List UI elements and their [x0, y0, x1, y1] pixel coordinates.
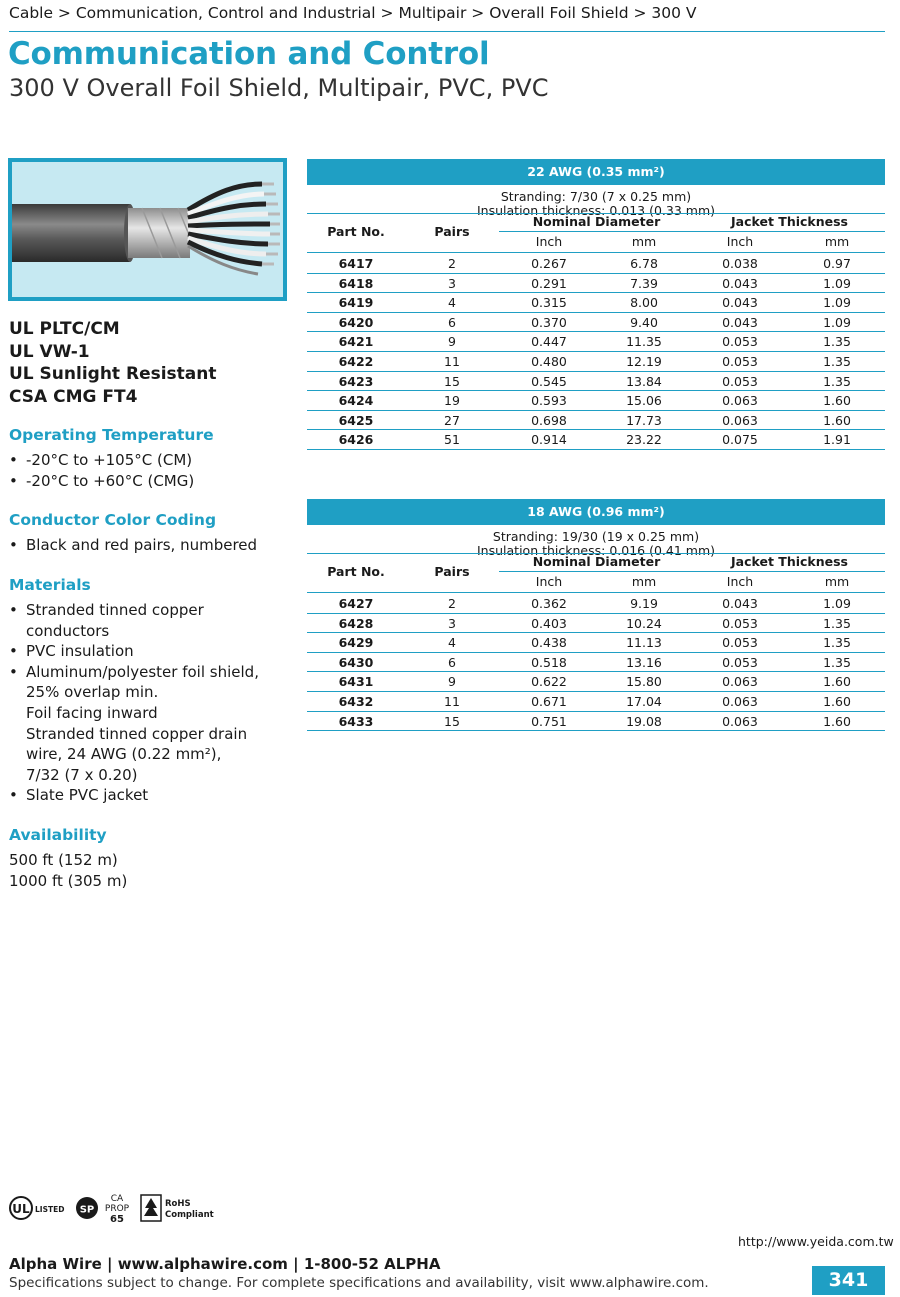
table-cell: 0.043	[722, 596, 758, 611]
cert-ul-pltc: UL PLTC/CM	[9, 319, 120, 339]
table-cell: 1.60	[823, 713, 851, 729]
header-inch: Inch	[726, 234, 754, 249]
prop65-logo	[105, 1194, 130, 1225]
table-cell: 0.480	[531, 353, 567, 369]
section-heading: Conductor Color Coding	[9, 511, 217, 529]
color-coding-section	[9, 511, 257, 556]
list-item: • PVC insulation	[9, 642, 134, 661]
table-cell: 1.09	[823, 275, 851, 291]
page-title: Communication and Control	[8, 36, 490, 72]
header-inch: Inch	[535, 234, 563, 249]
section-heading: Operating Temperature	[9, 426, 214, 444]
table-cell: 1.35	[823, 615, 851, 631]
part-number-cell: 6417	[338, 256, 374, 271]
ul-listed-logo	[10, 1197, 64, 1219]
table-cell: 0.438	[531, 635, 567, 651]
table-row	[307, 594, 885, 614]
list-item: • Stranded tinned copper	[9, 601, 204, 619]
part-number-cell: 6431	[338, 674, 374, 690]
table-row	[307, 391, 885, 411]
part-number-cell: 6428	[338, 615, 374, 631]
table-cell: 0.698	[531, 412, 567, 428]
part-number-cell: 6427	[338, 596, 374, 611]
table-cell: 0.053	[722, 334, 758, 350]
part-number-cell: 6419	[338, 295, 374, 311]
table-cell: 0.362	[531, 596, 567, 611]
svg-text:SP: SP	[79, 1204, 95, 1216]
bullet-list	[9, 600, 259, 806]
header-jacket-thickness: Jacket Thickness	[731, 554, 848, 569]
table-row	[307, 692, 885, 712]
header-mm: mm	[631, 234, 657, 249]
table-row	[307, 352, 885, 372]
table-cell: 0.063	[722, 674, 758, 690]
table-info	[307, 525, 885, 558]
table-rule	[499, 231, 885, 232]
table-cell: 19.08	[626, 713, 662, 729]
table-header	[307, 214, 885, 254]
table-cell: 1.35	[823, 635, 851, 651]
stranding-text: Stranding: 19/30 (19 x 0.25 mm)	[492, 529, 700, 544]
table-cell: 11.35	[626, 334, 662, 350]
table-cell: 6	[448, 654, 456, 670]
table-row	[307, 293, 885, 313]
part-number-cell: 6418	[338, 275, 374, 291]
list-item: • -20°C to +60°C (CMG)	[9, 471, 195, 490]
bullet-list	[9, 450, 214, 491]
table-cell: 0.063	[722, 693, 758, 709]
part-number-cell: 6433	[338, 713, 374, 729]
table-cell: 3	[448, 615, 456, 631]
cert-ul-vw1: UL VW-1	[9, 341, 90, 362]
header-mm: mm	[824, 574, 850, 589]
svg-text:CA: CA	[110, 1194, 124, 1204]
table-cell: 15.80	[626, 674, 662, 690]
stranding-text: Stranding: 7/30 (7 x 0.25 mm)	[500, 189, 692, 204]
breadcrumb[interactable]: Cable > Communication, Control and Industrial > Multipair > Overall Foil Shield > 300 V	[9, 4, 697, 22]
table-cell: 1.60	[823, 393, 851, 409]
table-cell: 0.291	[531, 275, 567, 291]
table-cell: 1.60	[823, 674, 851, 690]
table-cell: 0.370	[531, 314, 567, 330]
table-row	[307, 614, 885, 634]
spec-table-22awg	[307, 159, 885, 450]
table-cell: 27	[444, 412, 460, 428]
table-cell: 1.60	[823, 412, 851, 428]
table-cell: 0.053	[722, 353, 758, 369]
table-cell: 0.063	[722, 393, 758, 409]
table-cell: 0.053	[722, 373, 758, 389]
header-nominal-diameter: Nominal Diameter	[532, 214, 661, 229]
table-cell: 0.403	[531, 615, 567, 631]
cert-csa: CSA CMG FT4	[9, 386, 138, 407]
table-cell: 11.13	[626, 635, 662, 651]
table-cell: 9	[448, 674, 456, 690]
table-rule	[499, 571, 885, 572]
svg-text:RoHS: RoHS	[165, 1199, 191, 1209]
table-cell: 0.053	[722, 654, 758, 670]
table-cell: 4	[448, 295, 456, 311]
svg-text:PROP: PROP	[104, 1204, 130, 1214]
header-mm: mm	[631, 574, 657, 589]
table-cell: 11	[444, 693, 460, 709]
table-row	[307, 653, 885, 673]
table-cell: 3	[448, 275, 456, 291]
table-cell: 12.19	[626, 353, 662, 369]
table-cell: 15	[444, 373, 460, 389]
table-cell: 0.075	[722, 432, 758, 448]
table-cell: 0.053	[722, 635, 758, 651]
table-cell: 0.447	[531, 334, 567, 350]
table-cell: 13.16	[626, 654, 662, 670]
table-cell: 0.043	[722, 275, 758, 291]
table-cell: 13.84	[626, 373, 662, 389]
part-number-cell: 6425	[338, 412, 374, 428]
part-number-cell: 6422	[338, 353, 374, 369]
table-cell: 0.593	[531, 393, 567, 409]
page-number: 341	[812, 1266, 885, 1295]
table-cell: 1.35	[823, 373, 851, 389]
list-item: • Slate PVC jacket	[9, 786, 149, 805]
table-row	[307, 372, 885, 392]
table-cell: 1.35	[823, 654, 851, 670]
cert-ul-sunlight: UL Sunlight Resistant	[9, 364, 217, 384]
ul-listed-text: LISTED	[35, 1205, 65, 1214]
header-part-no: Part No.	[327, 224, 385, 239]
table-title-bar: 22 AWG (0.35 mm²)	[307, 159, 885, 185]
table-cell: 1.09	[823, 596, 851, 611]
spec-table-18awg	[307, 499, 885, 731]
csa-logo	[76, 1197, 98, 1219]
header-nominal-diameter: Nominal Diameter	[532, 554, 661, 569]
table-row	[307, 254, 885, 274]
table-cell: 1.35	[823, 334, 851, 350]
part-number-cell: 6432	[338, 693, 374, 709]
table-cell: 9	[448, 334, 456, 350]
table-cell: 0.518	[531, 654, 567, 670]
footer-disclaimer: Specifications subject to change. For complete specifications and availability, visit www.alphawire.com.	[9, 1275, 709, 1291]
list-item: • Aluminum/polyester foil shield,	[9, 662, 259, 681]
header-mm: mm	[824, 234, 850, 249]
table-rule	[307, 592, 885, 593]
table-row	[307, 313, 885, 333]
table-row	[307, 672, 885, 692]
table-cell: 7.39	[630, 275, 658, 291]
table-cell: 6	[448, 314, 456, 330]
certifications	[9, 318, 217, 408]
header-rule	[9, 31, 885, 32]
table-cell: 0.038	[722, 256, 758, 271]
insulation-text: Insulation thickness: 0.013 (0.33 mm)	[477, 203, 715, 218]
availability-item: 1000 ft (305 m)	[9, 871, 128, 890]
section-heading: Availability	[9, 826, 107, 844]
table-cell: 0.914	[531, 432, 567, 448]
footer-contact-line: Alpha Wire | www.alphawire.com | 1-800-52 ALPHA	[9, 1255, 441, 1273]
table-cell: 9.19	[630, 596, 658, 611]
header-pairs: Pairs	[434, 564, 470, 579]
table-cell: 9.40	[630, 314, 658, 330]
materials-section	[9, 576, 259, 806]
table-cell: 1.60	[823, 693, 851, 709]
table-cell: 11	[444, 353, 460, 369]
part-number-cell: 6421	[338, 334, 374, 350]
list-item-continuation: wire, 24 AWG (0.22 mm²),	[26, 745, 222, 764]
table-cell: 8.00	[630, 295, 658, 311]
availability-section	[9, 826, 127, 891]
part-number-cell: 6424	[338, 393, 374, 409]
table-cell: 0.751	[531, 713, 567, 729]
table-cell: 10.24	[626, 615, 662, 631]
table-title-bar: 18 AWG (0.96 mm²)	[307, 499, 885, 525]
table-row	[307, 712, 885, 732]
table-cell: 0.97	[823, 256, 851, 271]
table-info	[307, 185, 885, 218]
availability-item: 500 ft (152 m)	[9, 851, 118, 869]
table-cell: 6.78	[630, 256, 658, 271]
operating-temperature-section	[9, 426, 214, 491]
table-cell: 17.73	[626, 412, 662, 428]
table-cell: 1.09	[823, 314, 851, 330]
certification-logos	[9, 1192, 219, 1232]
part-number-cell: 6423	[338, 373, 374, 389]
svg-text:UL: UL	[12, 1202, 30, 1216]
cable-product-image	[8, 158, 287, 301]
list-item-continuation: Stranded tinned copper drain	[26, 724, 248, 743]
table-cell: 15	[444, 713, 460, 729]
table-cell: 0.622	[531, 674, 567, 690]
bullet-list	[9, 535, 257, 556]
table-cell: 0.315	[531, 295, 567, 311]
table-row	[307, 633, 885, 653]
distributor-website-link[interactable]: http://www.yeida.com.tw	[738, 1234, 894, 1249]
part-number-cell: 6420	[338, 314, 374, 330]
table-cell: 4	[448, 635, 456, 651]
table-cell: 0.053	[722, 615, 758, 631]
table-header	[307, 554, 885, 594]
table-cell: 51	[444, 432, 460, 448]
table-cell: 0.267	[531, 256, 567, 271]
table-cell: 0.545	[531, 373, 567, 389]
part-number-cell: 6429	[338, 635, 374, 651]
table-cell: 0.043	[722, 314, 758, 330]
table-rule	[307, 252, 885, 253]
header-inch: Inch	[535, 574, 563, 589]
part-number-cell: 6426	[338, 432, 374, 448]
table-cell: 2	[448, 596, 456, 611]
table-row	[307, 274, 885, 294]
table-row	[307, 430, 885, 450]
list-item-continuation: conductors	[26, 621, 110, 640]
table-cell: 23.22	[626, 432, 662, 448]
svg-text:Compliant: Compliant	[165, 1210, 214, 1220]
table-cell: 0.063	[722, 412, 758, 428]
page-subtitle: 300 V Overall Foil Shield, Multipair, PVC, PVC	[9, 74, 549, 102]
header-pairs: Pairs	[434, 224, 470, 239]
table-cell: 1.35	[823, 353, 851, 369]
header-part-no: Part No.	[327, 564, 385, 579]
insulation-text: Insulation thickness: 0.016 (0.41 mm)	[477, 543, 715, 558]
table-cell: 19	[444, 393, 460, 409]
table-row	[307, 332, 885, 352]
table-cell: 0.063	[722, 713, 758, 729]
svg-text:65: 65	[110, 1214, 124, 1225]
table-cell: 0.043	[722, 295, 758, 311]
table-cell: 17.04	[626, 693, 662, 709]
table-cell: 1.91	[823, 432, 851, 448]
list-item-continuation: 7/32 (7 x 0.20)	[26, 765, 138, 784]
rohs-compliant-logo	[141, 1195, 214, 1221]
list-item-continuation: Foil facing inward	[26, 703, 158, 722]
cable-illustration	[12, 162, 283, 297]
table-cell: 0.671	[531, 693, 567, 709]
table-row	[307, 411, 885, 431]
header-jacket-thickness: Jacket Thickness	[731, 214, 848, 229]
part-number-cell: 6430	[338, 654, 374, 670]
section-heading: Materials	[9, 576, 91, 594]
header-inch: Inch	[726, 574, 754, 589]
table-cell: 1.09	[823, 295, 851, 311]
list-item: • -20°C to +105°C (CM)	[9, 451, 193, 469]
list-item-continuation: 25% overlap min.	[26, 683, 159, 702]
table-cell: 2	[448, 256, 456, 271]
table-cell: 15.06	[626, 393, 662, 409]
list-item: • Black and red pairs, numbered	[9, 536, 258, 554]
